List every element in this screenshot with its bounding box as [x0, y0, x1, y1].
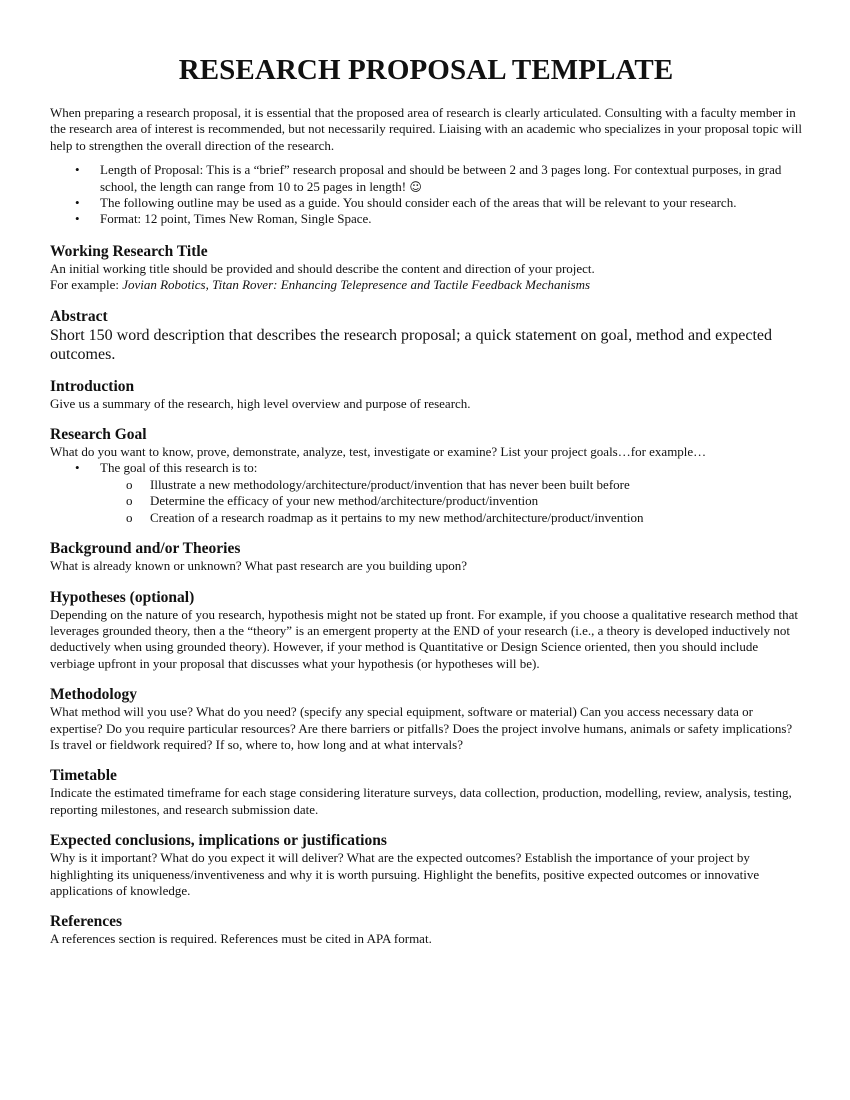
section-heading: Timetable: [50, 767, 117, 785]
section-research-goal: [50, 426, 802, 526]
example-title: Jovian Robotics, Titan Rover: Enhancing Telepresence and Tactile Feedback Mechanisms: [122, 277, 591, 293]
intro-paragraph: When preparing a research proposal, it is essential that the proposed area of research is clearly articulated. Consulting with a faculty member in the research area of interest is recommended, but not necessarily required. Liaising with an academic who specializes in your proposal topic will help to strengthen the overall direction of the research.: [50, 105, 802, 153]
bullet-icon: •: [75, 162, 80, 178]
bullet-text-format: Format: 12 point, Times New Roman, Single Space.: [100, 211, 372, 227]
bullet-icon: •: [75, 211, 80, 227]
section-heading: Methodology: [50, 686, 137, 704]
section-references: [50, 913, 802, 947]
example-line: [50, 277, 802, 293]
smiley-icon: ☺: [409, 179, 422, 194]
section-timetable: [50, 767, 802, 818]
section-body: What is already known or unknown? What past research are you building upon?: [50, 558, 468, 574]
sub-item-text: Illustrate a new methodology/architecture/product/invention that has never been built before: [150, 476, 630, 492]
goal-list: [50, 460, 802, 476]
section-background: [50, 540, 802, 574]
section-working-title: [50, 243, 802, 294]
section-heading: Background and/or Theories: [50, 540, 241, 558]
section-heading: Working Research Title: [50, 242, 208, 260]
bullet-icon: •: [75, 195, 80, 211]
section-conclusions: [50, 832, 802, 899]
hollow-bullet-icon: o: [126, 493, 133, 509]
section-heading: Abstract: [50, 307, 108, 325]
list-item: [50, 493, 802, 509]
section-hypotheses: [50, 589, 802, 673]
list-item: [50, 477, 802, 493]
list-item: [50, 195, 802, 211]
guidelines-list: [50, 162, 802, 228]
bullet-text-length: Length of Proposal: This is a “brief” research proposal and should be between 2 and 3 pages long. For contextual purposes, in grad school, the length can range from 10 to 25 pages in length!: [100, 162, 782, 194]
section-heading: Research Goal: [50, 426, 147, 444]
section-heading: Expected conclusions, implications or justifications: [50, 832, 387, 850]
list-item: [50, 460, 802, 476]
bullet-text-outline: The following outline may be used as a guide. You should consider each of the areas that will be relevant to your research.: [100, 195, 737, 211]
hollow-bullet-icon: o: [126, 509, 133, 525]
section-body: A references section is required. References must be cited in APA format.: [50, 931, 432, 947]
example-prefix: For example:: [50, 277, 123, 293]
sub-item-text: Creation of a research roadmap as it pertains to my new method/architecture/product/invention: [150, 509, 644, 525]
section-body: Why is it important? What do you expect it will deliver? What are the expected outcomes? Establish the importance of your project by highlighting its uniqueness/inventiveness and why it is worth pursuing. Highlight the benefits, positive expected outcomes or innovative applications of knowledge.: [50, 850, 760, 898]
section-heading: References: [50, 913, 123, 931]
document-title: RESEARCH PROPOSAL TEMPLATE: [178, 54, 674, 86]
bullet-icon: •: [75, 460, 80, 476]
section-heading: Introduction: [50, 377, 135, 395]
section-body: Depending on the nature of you research, hypothesis might not be stated up front. For example, if you choose a qualitative research method that leverages grounded theory, then a the “theory” is an emergent property at the END of your research (i.e., a theory is developed inductively not deductively when using grounded theory). However, if your method is Quantitative or Design Science oriented, then you should include verbiage upfront in your proposal that discusses what your hypothesis (or hypotheses will be).: [50, 606, 799, 671]
section-methodology: [50, 686, 802, 753]
goal-bullet-text: The goal of this research is to:: [100, 460, 258, 476]
section-heading: Hypotheses (optional): [50, 588, 195, 606]
list-item: [50, 510, 802, 526]
section-abstract: [50, 308, 802, 364]
hollow-bullet-icon: o: [126, 476, 133, 492]
list-item: [50, 211, 802, 227]
section-body: Give us a summary of the research, high level overview and purpose of research.: [50, 395, 471, 411]
section-body: Indicate the estimated timeframe for each stage considering literature surveys, data collection, production, modelling, review, analysis, testing, reporting milestones, and research submission date.: [50, 785, 792, 817]
list-item: [50, 162, 802, 195]
section-introduction: [50, 378, 802, 412]
goal-sub-list: [50, 477, 802, 526]
sub-item-text: Determine the efficacy of your new method/architecture/product/invention: [150, 493, 539, 509]
section-body: Short 150 word description that describes the research proposal; a quick statement on goal, method and expected outcomes.: [50, 326, 773, 363]
section-body: What method will you use? What do you need? (specify any special equipment, software or material) Can you access necessary data or expertise? Do you require particular resources? Are there barriers or pitfalls? Does the project involve humans, animals or safety implications? Is travel or fieldwork required? If so, where to, how long and at what intervals?: [50, 704, 793, 752]
section-body: An initial working title should be provided and should describe the content and direction of your project.: [50, 260, 595, 276]
section-body: What do you want to know, prove, demonstrate, analyze, test, investigate or examine? List your project goals…for example…: [50, 444, 707, 460]
document-page: [50, 0, 802, 948]
